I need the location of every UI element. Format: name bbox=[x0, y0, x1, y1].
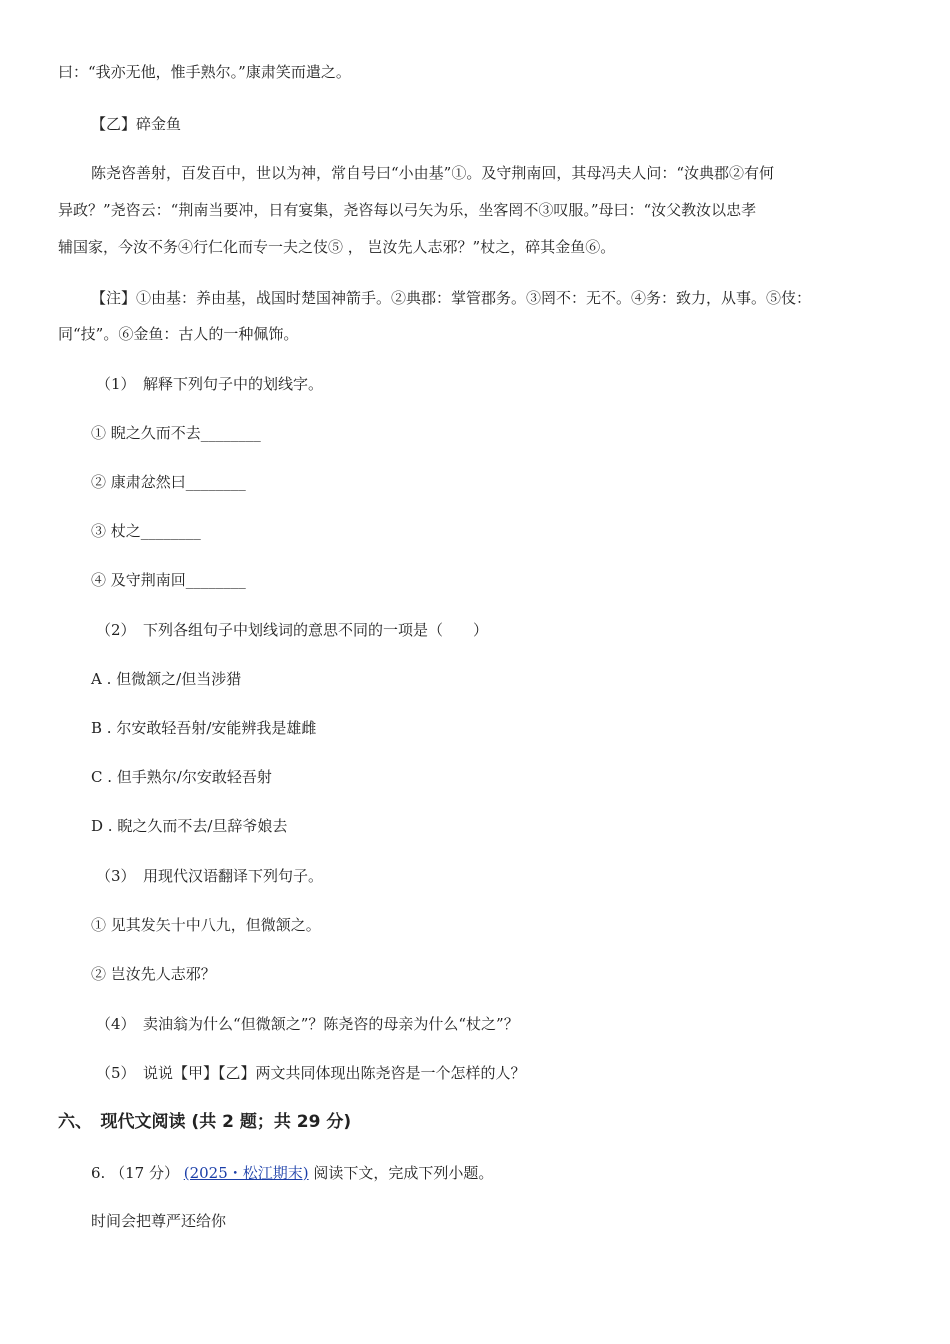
section-heading-6: 六、 现代文阅读 (共 2 题；共 29 分) bbox=[58, 1112, 352, 1132]
fill-blank-item: ① 睨之久而不去________ bbox=[91, 424, 261, 442]
fill-blank-item: ③ 杖之________ bbox=[91, 522, 201, 540]
translation-item: ② 岂汝先人志邪？ bbox=[91, 965, 216, 983]
article-title: 时间会把尊严还给你 bbox=[91, 1212, 227, 1230]
choice-option-a: A . 但微颔之/但当涉猎 bbox=[91, 670, 242, 688]
fill-blank-item: ② 康肃忿然曰________ bbox=[91, 473, 246, 491]
passage-title-yi: 【乙】碎金鱼 bbox=[91, 115, 182, 133]
sub-question-1: （1） 解释下列句子中的划线字。 bbox=[96, 375, 324, 393]
sub-question-5: （5） 说说【甲】【乙】两文共同体现出陈尧咨是一个怎样的人？ bbox=[96, 1064, 526, 1082]
choice-option-c: C . 但手熟尔/尔安敢轻吾射 bbox=[91, 768, 272, 786]
sub-question-3: （3） 用现代汉语翻译下列句子。 bbox=[96, 867, 324, 885]
source-link[interactable]: (2025・松江期末) bbox=[183, 1164, 309, 1182]
annotation-note: 【注】①由基：养由基，战国时楚国神箭手。②典郡：掌管郡务。③罔不：无不。④务：致力，从事。⑤伎： bbox=[91, 289, 812, 307]
question-instruction: 阅读下文，完成下列小题。 bbox=[313, 1164, 494, 1182]
question-score: （17 分） bbox=[110, 1164, 179, 1182]
choice-option-b: B . 尔安敢轻吾射/安能辨我是雄雌 bbox=[91, 719, 317, 737]
text-line: 异政？”尧咨云：“荆南当要冲，日有宴集，尧咨每以弓矢为乐，坐客罔不③叹服。”母曰：“汝父教汝以忠孝 bbox=[58, 201, 757, 219]
sub-question-2: （2） 下列各组句子中划线词的意思不同的一项是（ ） bbox=[96, 621, 489, 639]
sub-question-4: （4） 卖油翁为什么“但微颔之”？陈尧咨的母亲为什么“杖之”？ bbox=[96, 1015, 519, 1033]
text-line: 陈尧咨善射，百发百中，世以为神，常自号曰“小由基”①。及守荆南回，其母冯夫人问：“汝典郡②有何 bbox=[91, 164, 775, 182]
question-number: 6. bbox=[91, 1164, 106, 1182]
text-line: 辅国家，今汝不务④行仁化而专一夫之伎⑤ ， 岂汝先人志邪？”杖之，碎其金鱼⑥。 bbox=[58, 238, 616, 256]
text-line: 曰：“我亦无他，惟手熟尔。”康肃笑而遣之。 bbox=[58, 63, 351, 81]
translation-item: ① 见其发矢十中八九，但微颔之。 bbox=[91, 916, 321, 934]
annotation-note: 同“技”。⑥金鱼：古人的一种佩饰。 bbox=[58, 325, 299, 343]
choice-option-d: D . 睨之久而不去/旦辞爷娘去 bbox=[91, 817, 288, 835]
fill-blank-item: ④ 及守荆南回________ bbox=[91, 571, 246, 589]
question-6-header bbox=[91, 1162, 493, 1184]
